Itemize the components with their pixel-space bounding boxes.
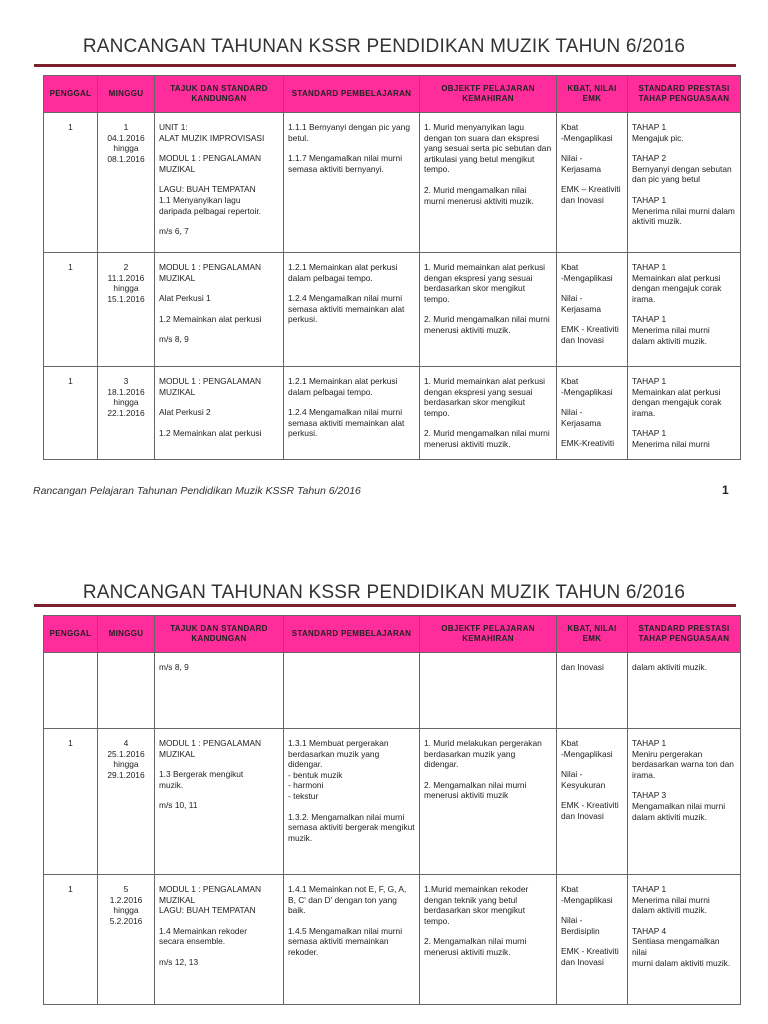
cell-penggal bbox=[44, 729, 98, 875]
cell-text-line: EMK - Kreativiti bbox=[561, 324, 619, 335]
table-row bbox=[44, 875, 741, 1005]
plan-table bbox=[43, 75, 741, 460]
cell-text-line: 1.2.1 Memainkan alat perkusi bbox=[288, 376, 398, 386]
cell-text-line: 1.2.1 Memainkan alat perkusi bbox=[288, 262, 398, 272]
line-spacer bbox=[159, 790, 279, 800]
cell-text-line: dengan teknik yang betul bbox=[424, 894, 518, 905]
line-spacer bbox=[561, 936, 623, 946]
cell-text-line: Mengajuk pic. bbox=[632, 132, 684, 143]
header-minggu: MINGGU bbox=[98, 616, 155, 653]
line-spacer bbox=[159, 304, 279, 314]
line-spacer bbox=[288, 143, 415, 153]
table-row bbox=[44, 653, 741, 729]
line-spacer bbox=[632, 185, 736, 195]
cell-kbat bbox=[557, 875, 628, 1005]
cell-text-line: m/s 8, 9 bbox=[159, 334, 189, 345]
cell-text-line: menerusi aktiviti muzik. bbox=[424, 946, 511, 957]
header-penggal: PENGGAL bbox=[44, 616, 98, 653]
line-spacer bbox=[159, 324, 279, 334]
cell-text-line: tempo. bbox=[424, 407, 450, 418]
cell-text-line: Bernyanyi dengan sebutan bbox=[632, 163, 732, 174]
cell-text-line: didengar. bbox=[288, 759, 323, 770]
table-row bbox=[44, 367, 741, 460]
cell-text-line: 4 bbox=[123, 738, 129, 748]
cell-text-line: semasa aktiviti bergerak mengikut bbox=[288, 822, 415, 833]
cell-text-line: Sentiasa mengamalkan nilai bbox=[632, 936, 720, 957]
line-spacer bbox=[159, 418, 279, 428]
line-spacer bbox=[561, 428, 623, 438]
title-rule bbox=[34, 604, 736, 607]
cell-text-line: muzik. bbox=[159, 779, 184, 790]
page-number: 1 bbox=[722, 483, 729, 497]
cell-text-line: m/s 10, 11 bbox=[159, 800, 198, 811]
header-kbat: KBAT, NILAI EMK bbox=[557, 616, 628, 653]
plan-table bbox=[43, 615, 741, 1005]
header-penggal: PENGGAL bbox=[44, 76, 98, 113]
header-standard-prestasi: STANDARD PRESTASI TAHAP PENGUASAAN bbox=[628, 76, 741, 113]
cell-text-line: MODUL 1 : PENGALAMAN bbox=[159, 884, 262, 894]
cell-text-line: MODUL 1 : PENGALAMAN bbox=[159, 738, 262, 748]
line-spacer bbox=[159, 283, 279, 293]
line-spacer bbox=[159, 397, 279, 407]
header-minggu: MINGGU bbox=[98, 76, 155, 113]
cell-text-line: 2. Murid mengamalkan nilai murni bbox=[424, 428, 550, 439]
cell-text-line: - tekstur bbox=[288, 790, 319, 801]
line-spacer bbox=[632, 304, 736, 314]
cell-text-line: hingga bbox=[113, 397, 139, 408]
header-tajuk: TAJUK DAN STANDARD KANDUNGAN bbox=[155, 616, 284, 653]
cell-text-line: UNIT 1: bbox=[159, 122, 188, 132]
cell-standard-pembelajaran bbox=[284, 253, 420, 367]
header-standard-prestasi: STANDARD PRESTASI TAHAP PENGUASAAN bbox=[628, 616, 741, 653]
cell-standard-pembelajaran bbox=[284, 113, 420, 253]
cell-text-line: berdasarkan warna ton dan bbox=[632, 759, 734, 770]
cell-text-line: TAHAP 2 bbox=[632, 153, 667, 164]
cell-text-line: 18.1.2016 bbox=[107, 386, 145, 397]
cell-tajuk bbox=[155, 253, 284, 367]
line-spacer bbox=[632, 418, 736, 428]
cell-objektif bbox=[420, 367, 557, 460]
cell-text-line: 5.2.2016 bbox=[109, 915, 143, 926]
cell-minggu bbox=[98, 729, 155, 875]
cell-text-line: Kerjasama bbox=[561, 417, 602, 428]
cell-text-line: MODUL 1 : PENGALAMAN bbox=[159, 376, 262, 386]
cell-text-line: 2. Murid mengamalkan nilai murni bbox=[424, 314, 550, 325]
cell-text-line: semasa aktiviti bernyanyi. bbox=[288, 163, 384, 174]
line-spacer bbox=[561, 283, 623, 293]
line-spacer bbox=[632, 780, 736, 790]
page-gap bbox=[0, 520, 768, 570]
cell-objektif bbox=[420, 729, 557, 875]
cell-text-line: -Mengaplikasi bbox=[561, 894, 613, 905]
cell-text-line: Kbat bbox=[561, 738, 579, 748]
cell-text-line: TAHAP 4 bbox=[632, 925, 667, 936]
cell-text-line: LAGU: BUAH TEMPATAN bbox=[159, 184, 256, 195]
cell-text-line: - harmoni bbox=[288, 780, 324, 791]
line-spacer bbox=[561, 905, 623, 915]
line-spacer bbox=[159, 759, 279, 769]
cell-text-line: LAGU: BUAH TEMPATAN bbox=[159, 905, 256, 916]
cell-text-line: Menerima nilai murni bbox=[632, 894, 710, 905]
line-spacer bbox=[632, 916, 736, 926]
cell-text-line: MUZIKAL bbox=[159, 748, 196, 759]
line-spacer bbox=[561, 397, 623, 407]
cell-text-line: -Mengaplikasi bbox=[561, 386, 613, 397]
cell-kbat bbox=[557, 653, 628, 729]
cell-text-line: menerusi aktiviti muzik. bbox=[424, 324, 511, 335]
cell-penggal bbox=[44, 875, 98, 1005]
table-row bbox=[44, 253, 741, 367]
cell-text-line: 04.1.2016 bbox=[107, 132, 145, 143]
cell-text-line: dalam aktiviti muzik. bbox=[632, 662, 707, 672]
cell-text-line: 1.3.1 Membuat pergerakan bbox=[288, 738, 389, 748]
cell-text-line: ALAT MUZIK IMPROVISASI bbox=[159, 132, 265, 143]
line-spacer bbox=[561, 314, 623, 324]
cell-penggal bbox=[44, 253, 98, 367]
cell-text-line: Menerima nilai murni bbox=[632, 324, 710, 335]
cell-text-line: dengan mengajuk corak bbox=[632, 283, 722, 294]
line-spacer bbox=[424, 304, 552, 314]
cell-text-line: dengan ekspresi yang sesuai bbox=[424, 272, 533, 283]
cell-text-line: MUZIKAL bbox=[159, 163, 196, 174]
cell-kbat bbox=[557, 729, 628, 875]
cell-text-line: EMK - Kreativiti bbox=[561, 946, 619, 957]
cell-text-line: hingga bbox=[113, 283, 139, 294]
line-spacer bbox=[424, 770, 552, 780]
cell-text-line: dan Inovasi bbox=[561, 194, 604, 205]
cell-text-line: muzik. bbox=[288, 832, 313, 843]
cell-tajuk bbox=[155, 367, 284, 460]
cell-text-line: Memainkan alat perkusi bbox=[632, 272, 721, 283]
cell-text-line: 1.3 Bergerak mengikut bbox=[159, 769, 244, 780]
cell-text-line: Kesyukuran bbox=[561, 779, 606, 790]
header-kbat: KBAT, NILAI EMK bbox=[557, 76, 628, 113]
cell-text-line: menerusi aktiviti muzik bbox=[424, 790, 509, 801]
line-spacer bbox=[159, 216, 279, 226]
cell-text-line: Kbat bbox=[561, 376, 579, 386]
cell-text-line: Alat Perkusi 2 bbox=[159, 407, 211, 418]
cell-objektif bbox=[420, 253, 557, 367]
table-row bbox=[44, 113, 741, 253]
cell-text-line: artikulasi yang betul mengikut bbox=[424, 153, 535, 164]
cell-standard-pembelajaran bbox=[284, 653, 420, 729]
cell-text-line: 1.4 Memainkan rekoder bbox=[159, 925, 247, 936]
cell-text-line: berdasarkan muzik yang bbox=[424, 748, 516, 759]
cell-text-line: -Mengaplikasi bbox=[561, 748, 613, 759]
cell-text-line: 1.2.2016 bbox=[109, 894, 143, 905]
cell-text-line: 1.1 Menyanyikan lagu bbox=[159, 194, 241, 205]
cell-text-line: MUZIKAL bbox=[159, 272, 196, 283]
cell-text-line: 1.2.4 Mengamalkan nilai murni bbox=[288, 293, 403, 304]
table-row bbox=[44, 729, 741, 875]
cell-text-line: murni dalam aktiviti muzik. bbox=[632, 957, 731, 968]
cell-text-line: 1.2 Memainkan alat perkusi bbox=[159, 427, 262, 438]
cell-text-line: semasa aktiviti memainkan bbox=[288, 936, 389, 947]
cell-text-line: - bentuk muzik bbox=[288, 769, 343, 780]
cell-standard-prestasi bbox=[628, 367, 741, 460]
cell-text-line: Menerima nilai murni bbox=[632, 438, 710, 449]
cell-text-line: dan Inovasi bbox=[561, 810, 604, 821]
line-spacer bbox=[632, 143, 736, 153]
cell-text-line: didengar. bbox=[424, 759, 459, 770]
cell-text-line: tempo. bbox=[424, 164, 450, 175]
cell-penggal bbox=[44, 367, 98, 460]
cell-text-line: 22.1.2016 bbox=[107, 407, 145, 418]
line-spacer bbox=[159, 947, 279, 957]
cell-text-line: berdasarkan skor mengikut bbox=[424, 905, 526, 916]
cell-text-line: perkusi. bbox=[288, 428, 318, 439]
cell-text-line: TAHAP 1 bbox=[632, 262, 667, 272]
cell-text-line: TAHAP 1 bbox=[632, 122, 667, 132]
cell-text-line: berdasarkan skor mengikut bbox=[424, 397, 526, 408]
line-spacer bbox=[561, 790, 623, 800]
cell-text-line: 2. Mengamalkan nilai murni bbox=[424, 779, 527, 790]
cell-text-line: TAHAP 1 bbox=[632, 428, 667, 439]
cell-text-line: dengan ton suara dan ekspresi bbox=[424, 132, 540, 143]
cell-text-line: berdasarkan skor mengikut bbox=[424, 283, 526, 294]
cell-text-line: secara ensemble. bbox=[159, 936, 226, 947]
cell-text-line: baik. bbox=[288, 905, 306, 916]
cell-text-line: irama. bbox=[632, 769, 656, 780]
cell-text-line: TAHAP 1 bbox=[632, 314, 667, 325]
cell-tajuk bbox=[155, 729, 284, 875]
cell-text-line: 1. Murid memainkan alat perkusi bbox=[424, 262, 546, 272]
cell-text-line: Alat Perkusi 1 bbox=[159, 293, 211, 304]
cell-text-line: TAHAP 3 bbox=[632, 790, 667, 801]
cell-text-line: hingga bbox=[113, 143, 139, 154]
cell-text-line: dalam aktiviti muzik. bbox=[632, 811, 707, 822]
cell-text-line: hingga bbox=[113, 905, 139, 916]
cell-text-line: 1 bbox=[68, 376, 73, 386]
footer-text: Rancangan Pelajaran Tahunan Pendidikan Muzik KSSR Tahun 6/2016 bbox=[33, 485, 361, 497]
cell-text-line: 08.1.2016 bbox=[107, 153, 145, 164]
cell-text-line: m/s 8, 9 bbox=[159, 662, 189, 672]
cell-text-line: Kbat bbox=[561, 884, 579, 894]
cell-minggu bbox=[98, 367, 155, 460]
cell-text-line: dalam pelbagai tempo. bbox=[288, 386, 373, 397]
cell-standard-prestasi bbox=[628, 875, 741, 1005]
cell-text-line: 1 bbox=[68, 884, 73, 894]
cell-text-line: 3 bbox=[123, 376, 129, 386]
cell-text-line: Nilai - bbox=[561, 407, 583, 418]
cell-text-line: berdasarkan muzik yang bbox=[288, 748, 380, 759]
line-spacer bbox=[159, 174, 279, 184]
cell-text-line: yang sesuai serta pic sebutan dan bbox=[424, 143, 552, 154]
cell-text-line: TAHAP 1 bbox=[632, 376, 667, 386]
cell-text-line: Mengamalkan nilai murni bbox=[632, 800, 726, 811]
cell-text-line: murni menerusi aktiviti muzik. bbox=[424, 195, 534, 206]
cell-text-line: semasa aktiviti memainkan alat bbox=[288, 417, 405, 428]
cell-text-line: dengan ekspresi yang sesuai bbox=[424, 386, 533, 397]
cell-text-line: hingga bbox=[113, 759, 139, 770]
cell-text-line: 1 bbox=[68, 122, 73, 132]
cell-text-line: Menerima nilai murni dalam bbox=[632, 205, 735, 216]
cell-text-line: MODUL 1 : PENGALAMAN bbox=[159, 153, 262, 164]
cell-text-line: Nilai - bbox=[561, 769, 583, 780]
cell-text-line: Kbat bbox=[561, 262, 579, 272]
cell-penggal bbox=[44, 113, 98, 253]
page-2 bbox=[0, 570, 768, 1024]
cell-tajuk bbox=[155, 875, 284, 1005]
cell-text-line: 1.4.5 Mengamalkan nilai murni bbox=[288, 925, 403, 936]
cell-text-line: dan pic yang betul bbox=[632, 174, 700, 185]
cell-text-line: Nilai - bbox=[561, 915, 583, 926]
cell-text-line: 1 bbox=[68, 738, 73, 748]
cell-text-line: 1. Murid memainkan alat perkusi bbox=[424, 376, 546, 386]
cell-text-line: tempo. bbox=[424, 915, 450, 926]
cell-text-line: Meniru pergerakan bbox=[632, 748, 703, 759]
cell-penggal bbox=[44, 653, 98, 729]
cell-text-line: dan Inovasi bbox=[561, 662, 604, 672]
cell-text-line: 1.4.1 Memainkan not E, F, G, A, bbox=[288, 884, 407, 894]
cell-text-line: m/s 12, 13 bbox=[159, 956, 199, 967]
cell-minggu bbox=[98, 875, 155, 1005]
cell-text-line: Berdisiplin bbox=[561, 925, 600, 936]
document-title: RANCANGAN TAHUNAN KSSR PENDIDIKAN MUZIK TAHUN 6/2016 bbox=[82, 582, 686, 603]
header-standard-pembelajaran: STANDARD PEMBELAJARAN bbox=[284, 76, 420, 113]
cell-text-line: EMK-Kreativiti bbox=[561, 438, 615, 449]
cell-standard-pembelajaran bbox=[284, 729, 420, 875]
cell-text-line: 1.2.4 Mengamalkan nilai murni bbox=[288, 407, 403, 418]
cell-text-line: 1.3.2. Mengamalkan nilai murni bbox=[288, 811, 405, 822]
cell-text-line: 2 bbox=[123, 262, 129, 272]
cell-kbat bbox=[557, 253, 628, 367]
header-tajuk: TAJUK DAN STANDARD KANDUNGAN bbox=[155, 76, 284, 113]
header-standard-pembelajaran: STANDARD PEMBELAJARAN bbox=[284, 616, 420, 653]
cell-text-line: B, C' dan D' dengan ton yang bbox=[288, 894, 397, 905]
cell-text-line: Kerjasama bbox=[561, 163, 602, 174]
cell-text-line: 1. Murid melakukan pergerakan bbox=[424, 738, 542, 748]
cell-text-line: MUZIKAL bbox=[159, 894, 196, 905]
cell-text-line: aktiviti muzik. bbox=[632, 216, 682, 227]
cell-text-line: 2. Murid mengamalkan nilai bbox=[424, 184, 527, 195]
cell-text-line: irama. bbox=[632, 407, 656, 418]
line-spacer bbox=[561, 143, 623, 153]
cell-text-line: EMK – Kreativiti bbox=[561, 184, 621, 195]
cell-text-line: TAHAP 1 bbox=[632, 884, 667, 894]
cell-tajuk bbox=[155, 113, 284, 253]
line-spacer bbox=[288, 916, 415, 926]
cell-text-line: rekoder. bbox=[288, 946, 319, 957]
cell-standard-pembelajaran bbox=[284, 367, 420, 460]
cell-text-line: 1.Murid memainkan rekoder bbox=[424, 884, 529, 894]
cell-text-line: Kerjasama bbox=[561, 303, 602, 314]
line-spacer bbox=[561, 759, 623, 769]
cell-text-line: Nilai - bbox=[561, 293, 583, 304]
line-spacer bbox=[424, 418, 552, 428]
cell-objektif bbox=[420, 653, 557, 729]
cell-minggu bbox=[98, 653, 155, 729]
document-title: RANCANGAN TAHUNAN KSSR PENDIDIKAN MUZIK TAHUN 6/2016 bbox=[82, 36, 686, 57]
table-header-row bbox=[44, 616, 741, 653]
line-spacer bbox=[424, 926, 552, 936]
cell-text-line: Nilai - bbox=[561, 153, 583, 164]
cell-text-line: 1.1.1 Bernyanyi dengan pic yang bbox=[288, 122, 410, 132]
title-rule bbox=[34, 64, 736, 67]
cell-text-line: -Mengaplikasi bbox=[561, 132, 613, 143]
cell-standard-pembelajaran bbox=[284, 875, 420, 1005]
line-spacer bbox=[561, 174, 623, 184]
header-objektif: OBJEKTF PELAJARAN KEMAHIRAN bbox=[420, 76, 557, 113]
cell-text-line: 25.1.2016 bbox=[107, 748, 145, 759]
cell-text-line: TAHAP 1 bbox=[632, 194, 667, 205]
cell-text-line: 1.1.7 Mengamalkan nilai murni bbox=[288, 153, 403, 164]
cell-text-line: 1 bbox=[123, 122, 129, 132]
cell-text-line: 1 bbox=[68, 262, 73, 272]
line-spacer bbox=[159, 916, 279, 926]
cell-tajuk bbox=[155, 653, 284, 729]
line-spacer bbox=[424, 175, 552, 185]
cell-text-line: Memainkan alat perkusi bbox=[632, 386, 721, 397]
cell-objektif bbox=[420, 875, 557, 1005]
cell-minggu bbox=[98, 113, 155, 253]
cell-text-line: dalam pelbagai tempo. bbox=[288, 272, 373, 283]
cell-text-line: 2. Mengamalkan nilai murni bbox=[424, 936, 527, 947]
cell-standard-prestasi bbox=[628, 653, 741, 729]
cell-text-line: dan Inovasi bbox=[561, 956, 604, 967]
cell-text-line: dalam aktiviti muzik. bbox=[632, 905, 707, 916]
cell-text-line: dalam aktiviti muzik. bbox=[632, 335, 707, 346]
cell-text-line: betul. bbox=[288, 132, 309, 143]
cell-standard-prestasi bbox=[628, 253, 741, 367]
cell-kbat bbox=[557, 113, 628, 253]
cell-text-line: dan Inovasi bbox=[561, 334, 604, 345]
cell-text-line: Kbat bbox=[561, 122, 579, 132]
cell-text-line: MODUL 1 : PENGALAMAN bbox=[159, 262, 262, 272]
cell-text-line: semasa aktiviti memainkan alat bbox=[288, 303, 405, 314]
cell-standard-prestasi bbox=[628, 729, 741, 875]
cell-text-line: tempo. bbox=[424, 293, 450, 304]
line-spacer bbox=[288, 283, 415, 293]
cell-text-line: MUZIKAL bbox=[159, 386, 196, 397]
cell-text-line: perkusi. bbox=[288, 314, 318, 325]
cell-text-line: m/s 6, 7 bbox=[159, 226, 189, 237]
cell-text-line: 1. Murid menyanyikan lagu bbox=[424, 122, 525, 132]
table-header-row bbox=[44, 76, 741, 113]
cell-standard-prestasi bbox=[628, 113, 741, 253]
line-spacer bbox=[159, 143, 279, 153]
line-spacer bbox=[288, 802, 415, 812]
cell-text-line: 5 bbox=[123, 884, 129, 894]
cell-text-line: 15.1.2016 bbox=[107, 293, 145, 304]
cell-text-line: irama. bbox=[632, 293, 656, 304]
header-objektif: OBJEKTF PELAJARAN KEMAHIRAN bbox=[420, 616, 557, 653]
cell-text-line: 11.1.2016 bbox=[107, 272, 145, 283]
cell-minggu bbox=[98, 253, 155, 367]
cell-text-line: menerusi aktiviti muzik. bbox=[424, 438, 511, 449]
cell-text-line: TAHAP 1 bbox=[632, 738, 667, 748]
cell-objektif bbox=[420, 113, 557, 253]
cell-text-line: dengan mengajuk corak bbox=[632, 397, 722, 408]
cell-kbat bbox=[557, 367, 628, 460]
cell-text-line: -Mengaplikasi bbox=[561, 272, 613, 283]
cell-text-line: 29.1.2016 bbox=[107, 769, 145, 780]
cell-text-line: daripada pelbagai repertoir. bbox=[159, 205, 261, 216]
cell-text-line: EMK - Kreativiti bbox=[561, 800, 619, 811]
line-spacer bbox=[288, 397, 415, 407]
cell-text-line: 1.2 Memainkan alat perkusi bbox=[159, 313, 262, 324]
